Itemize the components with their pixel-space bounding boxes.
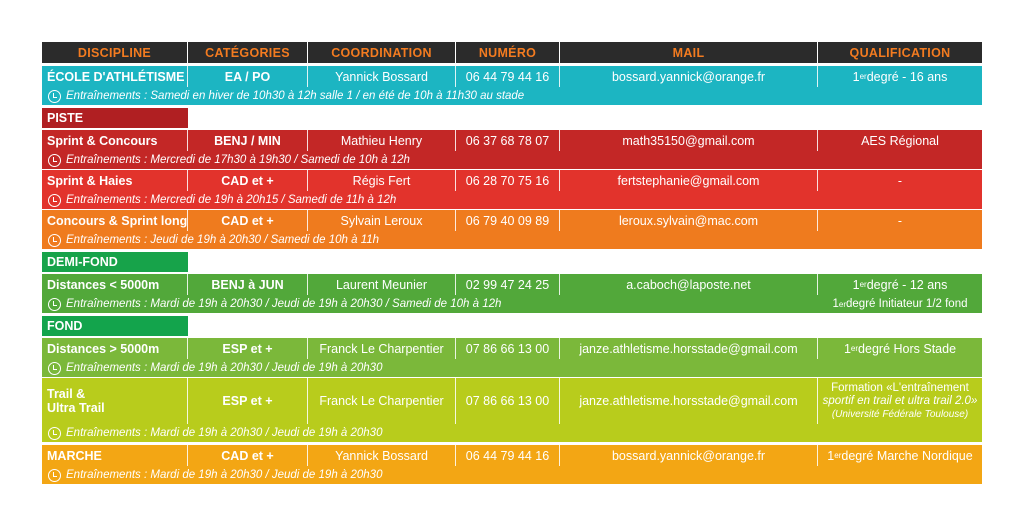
phone-cell[interactable]: 06 79 40 09 89 xyxy=(456,210,560,231)
header-discipline: DISCIPLINE xyxy=(42,42,188,63)
coordination-cell: Yannick Bossard xyxy=(308,66,456,87)
categories-cell: CAD et + xyxy=(188,210,308,231)
header-mail: MAIL xyxy=(560,42,818,63)
section-label-piste: PISTE xyxy=(42,108,188,128)
group-piste-2 xyxy=(42,170,982,209)
training-note: Entraînements : Mardi de 19h à 20h30 / Jeudi de 19h à 20h30 xyxy=(42,424,982,442)
phone-cell[interactable]: 02 99 47 24 25 xyxy=(456,274,560,295)
qualification-cell: - xyxy=(897,173,903,188)
discipline-cell: Distances > 5000m xyxy=(42,338,188,359)
clock-icon xyxy=(48,194,61,207)
header-numero: NUMÉRO xyxy=(456,42,560,63)
categories-cell: ESP et + xyxy=(188,378,308,424)
clock-icon xyxy=(48,427,61,440)
coordination-cell: Franck Le Charpentier xyxy=(308,378,456,424)
clock-icon xyxy=(48,469,61,482)
coordination-cell: Franck Le Charpentier xyxy=(308,338,456,359)
table-row xyxy=(42,274,982,295)
section-label-fond: FOND xyxy=(42,316,188,336)
qualification-cell: Formation «L'entraînement sportif en trail et ultra trail 2.0» (Université Fédérale Toulouse) xyxy=(822,381,978,420)
discipline-cell: Sprint & Concours xyxy=(42,130,188,151)
qualification-cell: AES Régional xyxy=(861,133,939,148)
phone-cell[interactable]: 06 28 70 75 16 xyxy=(456,170,560,191)
coordination-cell: Régis Fert xyxy=(308,170,456,191)
clock-icon xyxy=(48,154,61,167)
qualification-extra: 1 er degré Initiateur 1/2 fond xyxy=(832,298,968,310)
training-note: Entraînements : Mardi de 19h à 20h30 / Jeudi de 19h à 20h30 xyxy=(42,466,982,484)
phone-cell[interactable]: 06 44 79 44 16 xyxy=(456,66,560,87)
discipline-cell: MARCHE xyxy=(42,445,188,466)
phone-cell[interactable]: 06 37 68 78 07 xyxy=(456,130,560,151)
categories-cell: CAD et + xyxy=(188,445,308,466)
table-row xyxy=(42,130,982,151)
coordination-cell: Laurent Meunier xyxy=(308,274,456,295)
group-ecole xyxy=(42,66,982,105)
qualification-cell: 1 er degré Marche Nordique xyxy=(827,448,973,463)
discipline-cell: Distances < 5000m xyxy=(42,274,188,295)
note-row xyxy=(42,295,982,313)
qualification-cell: 1 er degré Hors Stade xyxy=(843,341,957,356)
training-table xyxy=(42,42,982,484)
mail-link[interactable]: bossard.yannick@orange.fr xyxy=(560,445,818,466)
mail-link[interactable]: fertstephanie@gmail.com xyxy=(560,170,818,191)
clock-icon xyxy=(48,90,61,103)
group-fond-2 xyxy=(42,378,982,442)
clock-icon xyxy=(48,362,61,375)
coordination-cell: Sylvain Leroux xyxy=(308,210,456,231)
mail-link[interactable]: a.caboch@laposte.net xyxy=(560,274,818,295)
training-note: Entraînements : Samedi en hiver de 10h30 à 12h salle 1 / en été de 10h à 11h30 au stade xyxy=(42,87,982,105)
qualification-cell: 1 er degré - 16 ans xyxy=(852,69,948,84)
discipline-cell: Sprint & Haies xyxy=(42,170,188,191)
clock-icon xyxy=(48,298,61,311)
training-note: Entraînements : Mercredi de 17h30 à 19h30 / Samedi de 10h à 12h xyxy=(42,151,982,169)
categories-cell: BENJ à JUN xyxy=(188,274,308,295)
mail-link[interactable]: bossard.yannick@orange.fr xyxy=(560,66,818,87)
section-label-demi-fond: DEMI-FOND xyxy=(42,252,188,272)
phone-cell[interactable]: 07 86 66 13 00 xyxy=(456,378,560,424)
discipline-cell: Trail & Ultra Trail xyxy=(42,378,188,424)
categories-cell: CAD et + xyxy=(188,170,308,191)
mail-link[interactable]: janze.athletisme.horsstade@gmail.com xyxy=(560,338,818,359)
header-coordination: COORDINATION xyxy=(308,42,456,63)
qualification-cell: - xyxy=(897,213,903,228)
mail-link[interactable]: janze.athletisme.horsstade@gmail.com xyxy=(560,378,818,424)
table-row xyxy=(42,210,982,231)
mail-link[interactable]: math35150@gmail.com xyxy=(560,130,818,151)
discipline-cell: ÉCOLE D'ATHLÉTISME xyxy=(42,66,188,87)
table-row xyxy=(42,170,982,191)
phone-cell[interactable]: 06 44 79 44 16 xyxy=(456,445,560,466)
group-marche xyxy=(42,445,982,484)
training-note: Entraînements : Mercredi de 19h à 20h15 / Samedi de 11h à 12h xyxy=(42,191,982,209)
training-note: Entraînements : Mardi de 19h à 20h30 / Jeudi de 19h à 20h30 xyxy=(42,359,982,377)
header-categories: CATÉGORIES xyxy=(188,42,308,63)
training-note: Entraînements : Jeudi de 19h à 20h30 / Samedi de 10h à 11h xyxy=(42,231,982,249)
training-note: Entraînements : Mardi de 19h à 20h30 / Jeudi de 19h à 20h30 / Samedi de 10h à 12h xyxy=(42,295,818,313)
phone-cell[interactable]: 07 86 66 13 00 xyxy=(456,338,560,359)
categories-cell: BENJ / MIN xyxy=(188,130,308,151)
table-row xyxy=(42,338,982,359)
qualification-cell: 1 er degré - 12 ans xyxy=(852,277,948,292)
coordination-cell: Yannick Bossard xyxy=(308,445,456,466)
group-fond-1 xyxy=(42,338,982,377)
categories-cell: EA / PO xyxy=(188,66,308,87)
discipline-cell: Concours & Sprint long xyxy=(42,210,188,231)
table-row xyxy=(42,378,982,424)
group-demi-fond xyxy=(42,274,982,313)
clock-icon xyxy=(48,234,61,247)
header-qualification: QUALIFICATION xyxy=(849,45,951,60)
group-piste-1 xyxy=(42,130,982,169)
group-piste-3 xyxy=(42,210,982,249)
table-row xyxy=(42,445,982,466)
mail-link[interactable]: leroux.sylvain@mac.com xyxy=(560,210,818,231)
table-row xyxy=(42,66,982,87)
table-header xyxy=(42,42,982,63)
categories-cell: ESP et + xyxy=(188,338,308,359)
coordination-cell: Mathieu Henry xyxy=(308,130,456,151)
